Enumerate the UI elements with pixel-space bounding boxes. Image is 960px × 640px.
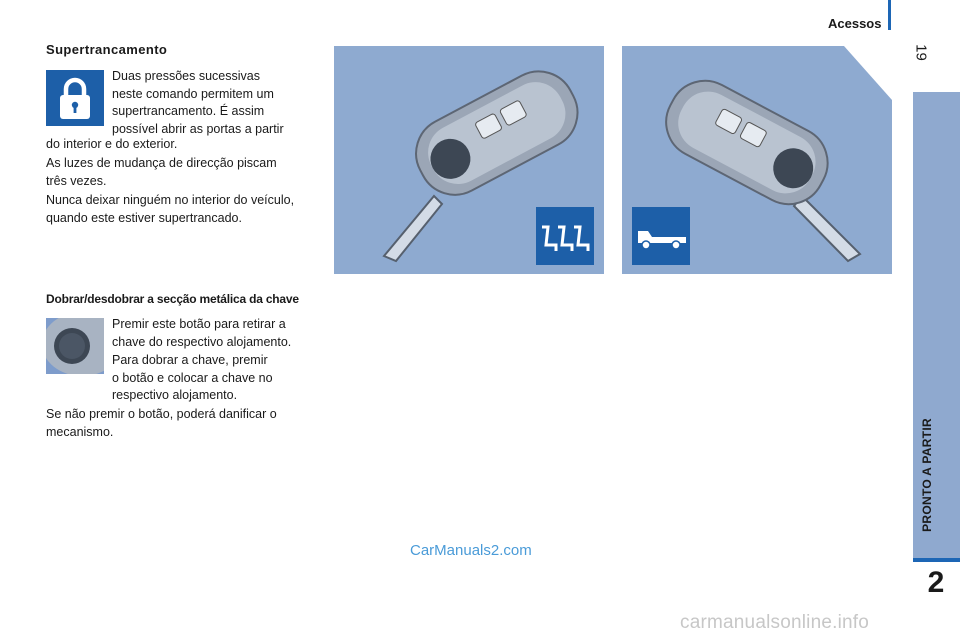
s1-para1-line3: supertrancamento. É assim: [112, 104, 265, 118]
s2-para2-line3: respectivo alojamento.: [112, 388, 238, 402]
section-title-supertrancamento: Supertrancamento: [46, 42, 168, 57]
s1-para2-line1: As luzes de mudança de direcção piscam: [46, 156, 277, 170]
s1-para1-tail: do interior e do exterior.: [46, 137, 178, 151]
chassis-cab-icon: [632, 207, 690, 265]
seats-icon: [536, 207, 594, 265]
s2-para3-line2: mecanismo.: [46, 424, 114, 439]
chapter-label-text: PRONTO A PARTIR: [920, 418, 934, 532]
s1-para3-line1: Nunca deixar ninguém no interior do veículo,: [46, 193, 295, 207]
chapter-side-label: [920, 400, 934, 550]
padlock-icon: [46, 70, 104, 126]
s2-para3-line1: Se não premir o botão, poderá danificar o: [46, 407, 277, 421]
page-number: 19: [912, 44, 930, 61]
key-fob-photo-2: [622, 46, 892, 274]
s1-para3-line2: quando este estiver supertrancado.: [46, 210, 242, 225]
chapter-number: 2: [927, 566, 945, 599]
s2-para2-line1: Para dobrar a chave, premir: [112, 353, 268, 367]
header-accent-bar: [888, 0, 891, 30]
watermark-carmanuals2[interactable]: CarManuals2.com: [410, 542, 532, 559]
s1-para2-line2: três vezes.: [46, 173, 107, 188]
s1-para1-line2: neste comando permitem um: [112, 86, 274, 101]
s2-para1-line2: chave do respectivo alojamento.: [112, 334, 292, 349]
s2-para1-line1: Premir este botão para retirar a: [112, 317, 286, 331]
s1-para1-line4: possível abrir as portas a partir: [112, 121, 284, 136]
key-button-icon: [46, 318, 104, 374]
watermark-carmanualsonline: carmanualsonline.info: [680, 612, 870, 633]
section-header-title: Acessos: [828, 16, 882, 31]
key-fob-photo-1: [334, 46, 604, 274]
side-band-stripe: [913, 558, 960, 562]
s2-para2-line2: o botão e colocar a chave no: [112, 370, 273, 385]
section-title-key-fold: Dobrar/desdobrar a secção metálica da chave: [46, 292, 299, 306]
s1-para1-line1: Duas pressões sucessivas: [112, 69, 260, 83]
